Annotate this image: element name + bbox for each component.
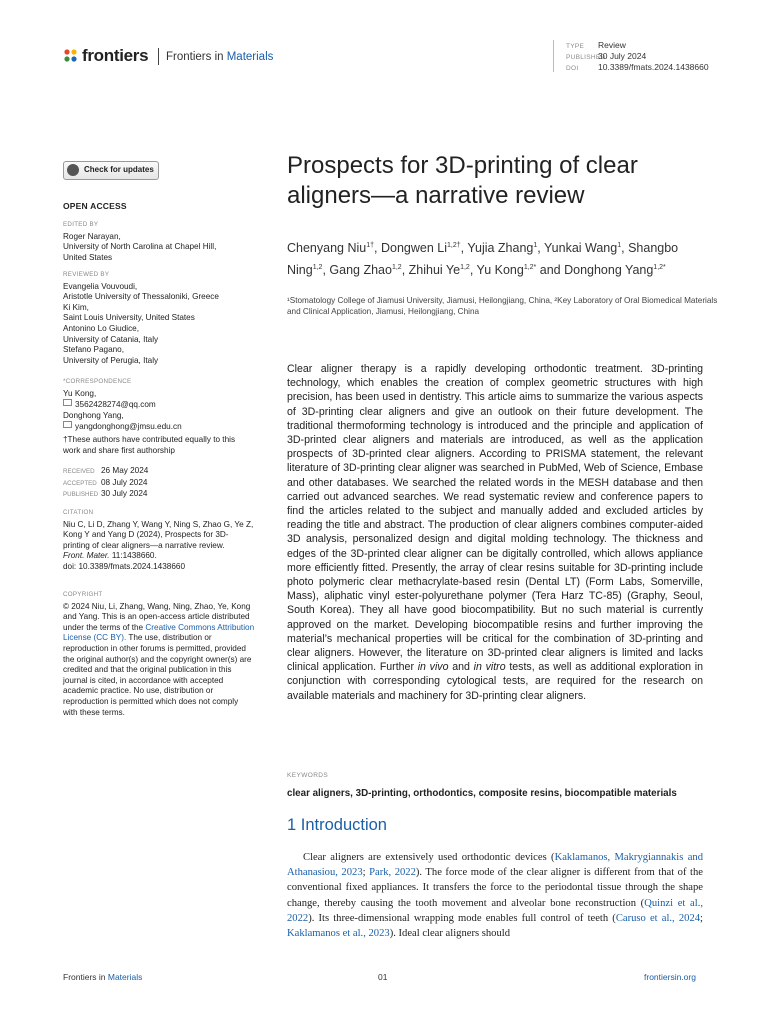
journal-name: Materials [226, 51, 274, 63]
copyright-text [63, 602, 255, 719]
update-badge-icon [67, 164, 79, 176]
correspondence-block [63, 377, 263, 433]
keywords: clear aligners, 3D-printing, orthodontics, composite resins, biocompatible materials [287, 788, 677, 799]
author-affil: 1,2* [523, 264, 537, 272]
author-affil: 1,2† [446, 242, 461, 249]
abstract-and: and [448, 661, 474, 674]
corr-email: 3562428274@qq.com [75, 400, 156, 410]
editor-line: Roger Narayan, [63, 231, 121, 241]
author-affil: 1,2* [653, 264, 666, 272]
citation-journal-line [63, 551, 255, 562]
article-title: Prospects for 3D-printing of clear aligners—a narrative review [287, 152, 638, 209]
published-date: 30 July 2024 [101, 489, 148, 499]
frontiers-logo-icon [63, 48, 79, 64]
accepted-date: 08 July 2024 [101, 477, 148, 487]
author-name[interactable]: Shangbo Ning [287, 241, 679, 278]
reviewer-line: University of Catania, Italy [63, 334, 159, 344]
abstract [287, 362, 703, 703]
citation-text: Niu C, Li D, Zhang Y, Wang Y, Ning S, Zhao G, Ye Z, Kong Y and Yang D (2024), Prospects for 3D-printing of clear aligners—a narrative review. [63, 519, 254, 550]
intro-text: ). Its three-dimensional wrapping mode enables full control of teeth ( [308, 912, 616, 924]
author-affil: 1 [533, 242, 538, 249]
check-for-updates-label: Check for updates [84, 165, 154, 174]
intro-sep: ; [700, 912, 703, 924]
abstract-text-b: tests, as well as additional exploration in conjunction with corresponding cytological tests, are required for the research on available materials and machinery for 3D-printing clear aligners. [287, 661, 704, 702]
author-affil: 1,2 [460, 264, 470, 272]
open-access-label: OPEN ACCESS [63, 201, 127, 211]
editor-line: University of North Carolina at Chapel Hill, [63, 242, 217, 252]
published-label: PUBLISHED [566, 54, 606, 61]
citation-link[interactable]: Park, 2022 [369, 867, 416, 879]
type-label: TYPE [566, 43, 585, 50]
reviewer-line: Stefano Pagano, [63, 345, 125, 355]
author-name[interactable]: Donghong Yang [564, 263, 654, 278]
citation-label: CITATION [63, 509, 94, 516]
brand-name: frontiers [82, 46, 149, 65]
intro-text: ). The force mode of the clear aligner is different from that of the conventional fixed appliances. It transfers the force to the periodontal tissue through the shape change, thereby causing the tooth movement and alveolar bone reconstruction ( [287, 867, 703, 909]
published-value: 30 July 2024 [598, 51, 647, 61]
reviewer-line: Saint Louis University, United States [63, 313, 195, 323]
reviewer-line: Evangelia Vouvoudi, [63, 281, 138, 291]
corr-name: Yu Kong, [63, 388, 97, 398]
footer-journal[interactable] [63, 972, 142, 982]
doi-label: DOI [566, 65, 579, 72]
author-list: Chenyang Niu$^{1\dagger}$, Dongwen $Li^{1,2\dagger}$, Yujia Zhang$^1$, Yunkai Wang$^1$, Shangbo Ning$^{1,2}$, Gang Zhao$^{1,2}$, Zhihui Ye$^{1,2}$, Yu Kong$^{1,2*}$ and Donghong Yang$^{1,2*}$ [287, 241, 679, 278]
citation-block [63, 508, 255, 573]
footer-site-link[interactable]: frontiersin.org [644, 972, 696, 982]
author-affil: 1,2 [312, 264, 323, 272]
citation-link[interactable]: Quinzi et al., 2022 [287, 897, 703, 924]
reviewer-line: Antonino Lo Giudice, [63, 323, 140, 333]
citation-link[interactable]: Kaklamanos, Makrygiannakis and Athanasiou, 2023 [287, 852, 703, 879]
corr-email-row[interactable] [63, 421, 263, 433]
dates-block [63, 466, 263, 501]
keywords-label: KEYWORDS [287, 772, 329, 779]
author-name[interactable]: Yu Kong [476, 263, 524, 278]
published-label: PUBLISHED [63, 491, 99, 499]
page-number: 01 [378, 972, 388, 982]
author-name[interactable]: Dongwen Li [380, 241, 447, 256]
reviewer-line: Aristotle University of Thessaloniki, Greece [63, 292, 219, 302]
author-name[interactable]: Chenyang Niu [287, 241, 367, 256]
copyright-text-a: © 2024 Niu, Li, Zhang, Wang, Ning, Zhao, Ye, Kong and Yang. This is an open-access article distributed under the terms of the [63, 601, 251, 632]
header-divider [158, 48, 159, 65]
mail-icon [63, 421, 72, 428]
intro-paragraph [287, 850, 703, 941]
received-label: RECEIVED [63, 468, 95, 475]
author-name[interactable]: Zhihui Ye [408, 263, 461, 278]
reviewer-line: University of Perugia, Italy [63, 355, 159, 365]
type-value: Review [598, 40, 626, 50]
author-affil: 1,2 [391, 264, 402, 272]
copyright-block [63, 590, 255, 718]
journal-prefix: Frontiers in [166, 51, 227, 63]
editor-line: United States [63, 252, 113, 262]
abstract-italic-2: in vitro [473, 661, 506, 674]
author-name[interactable]: Yunkai Wang [544, 241, 618, 256]
received-date: 26 May 2024 [101, 466, 149, 475]
reviewed-by-block [63, 270, 263, 366]
section-heading: 1 Introduction [287, 816, 387, 834]
intro-sep: ; [362, 867, 370, 879]
journal-title[interactable] [166, 51, 273, 63]
received-row [63, 466, 263, 478]
mail-icon [63, 399, 72, 406]
abstract-italic-1: in vivo [417, 661, 449, 674]
corr-name: Donghong Yang, [63, 410, 124, 420]
author-name[interactable]: Yujia Zhang [467, 241, 534, 256]
citation-link[interactable]: Caruso et al., 2024 [615, 912, 701, 924]
doi[interactable] [566, 62, 709, 74]
doi-value: 10.3389/fmats.2024.1438660 [598, 62, 709, 72]
reviewed-by-label: REVIEWED BY [63, 271, 110, 278]
author-affil: 1 [617, 242, 622, 249]
correspondence-label: *CORRESPONDENCE [63, 378, 132, 385]
intro-text: Clear aligners are extensively used orthodontic devices ( [303, 852, 555, 863]
copyright-label: COPYRIGHT [63, 591, 103, 598]
intro-text: ). Ideal clear aligners should [389, 928, 510, 940]
corr-email-row[interactable] [63, 399, 263, 411]
citation-journal: Front. Mater. [63, 551, 110, 561]
footer-journal-name: Materials [107, 972, 143, 982]
cc-by-license-link[interactable]: Creative Commons Attribution License (CC BY). [63, 622, 255, 643]
citation-doi[interactable]: doi: 10.3389/fmats.2024.1438660 [63, 561, 186, 571]
accepted-label: ACCEPTED [63, 479, 97, 487]
footer-journal-prefix: Frontiers in [63, 972, 108, 982]
author-affil: 1† [366, 242, 375, 249]
edited-by-label: EDITED BY [63, 221, 99, 228]
abstract-text-a: Clear aligner therapy is a rapidly developing orthodontic treatment. 3D-printing technology, which enables the creation of complex geometric structures with high precision, has been used in dentistry. This article aims to summarize the various aspects of 3D-printing clear aligners and give an outlook on their future development. The traditional thermoforming technology is introduced and the principle and application of 3D-printed clear aligners and materials are introduced, as well as the application prospects of 3D-printed clear aligners. According to PRISMA statement, the relevant literature of 3D-printing clear aligner was searched in PubMed, Web of Science, Embase and other databases. We searched the related words in the MESH database and then carried out advanced searches. We read systematic review and conference papers to find the articles related to the subject and manually added and excluded articles by reading the title and abstract. The production of clear aligners combines computer-aided 3D analysis, personalized design and digital molding technology. The thickness and edges of the 3D-printed clear aligner can be digitally controlled, which allows appliance more efficiently fitted. Presently, the array of clear resins suitable for 3D-printing include photo polymeric clear methacrylate-based resin (Dental LT) (Form Labs, Somerville, Mass), aliphatic vinyl ester-polyurethane polymer (Tera Harz TC-85) (Graphy, Seoul, South Korea). They all have good biocompatibility. But no such material is currently approved on the market. Developing biocompatible resins and further improving the material’s mechanical properties will be critical for the combination of 3D-printing and clear aligners. However, the literature on 3D-printed clear aligners is limited and lacks clinical application. Further [287, 363, 703, 674]
equal-contribution-note: †These authors have contributed equally to this work and share first authorship [63, 435, 236, 455]
edited-by-block [63, 220, 263, 263]
meta-divider [553, 40, 554, 72]
published-row [63, 489, 263, 501]
copyright-text-b: The use, distribution or reproduction in other forums is permitted, provided the original author(s) and the copyright owner(s) are credited and that the original publication in this journal is cited, in accordance with accepted academic practice. No use, distribution or reproduction is permitted which does not comply with these terms. [63, 633, 252, 717]
author-name[interactable]: Gang Zhao [329, 263, 392, 278]
corr-email: yangdonghong@jmsu.edu.cn [75, 422, 182, 432]
citation-link[interactable]: Kaklamanos et al., 2023 [287, 928, 390, 940]
check-for-updates-button[interactable] [63, 161, 159, 180]
affiliations: ¹Stomatology College of Jiamusi University, Jiamusi, Heilongjiang, China, ²Key Laboratory of Oral Biomedical Materials and Clinical Application, Jiamusi, Heilongjiang, China [287, 296, 718, 316]
reviewer-line: Ki Kim, [63, 302, 89, 312]
accepted-row [63, 478, 263, 490]
citation-volume: 11:1438660. [109, 551, 157, 561]
